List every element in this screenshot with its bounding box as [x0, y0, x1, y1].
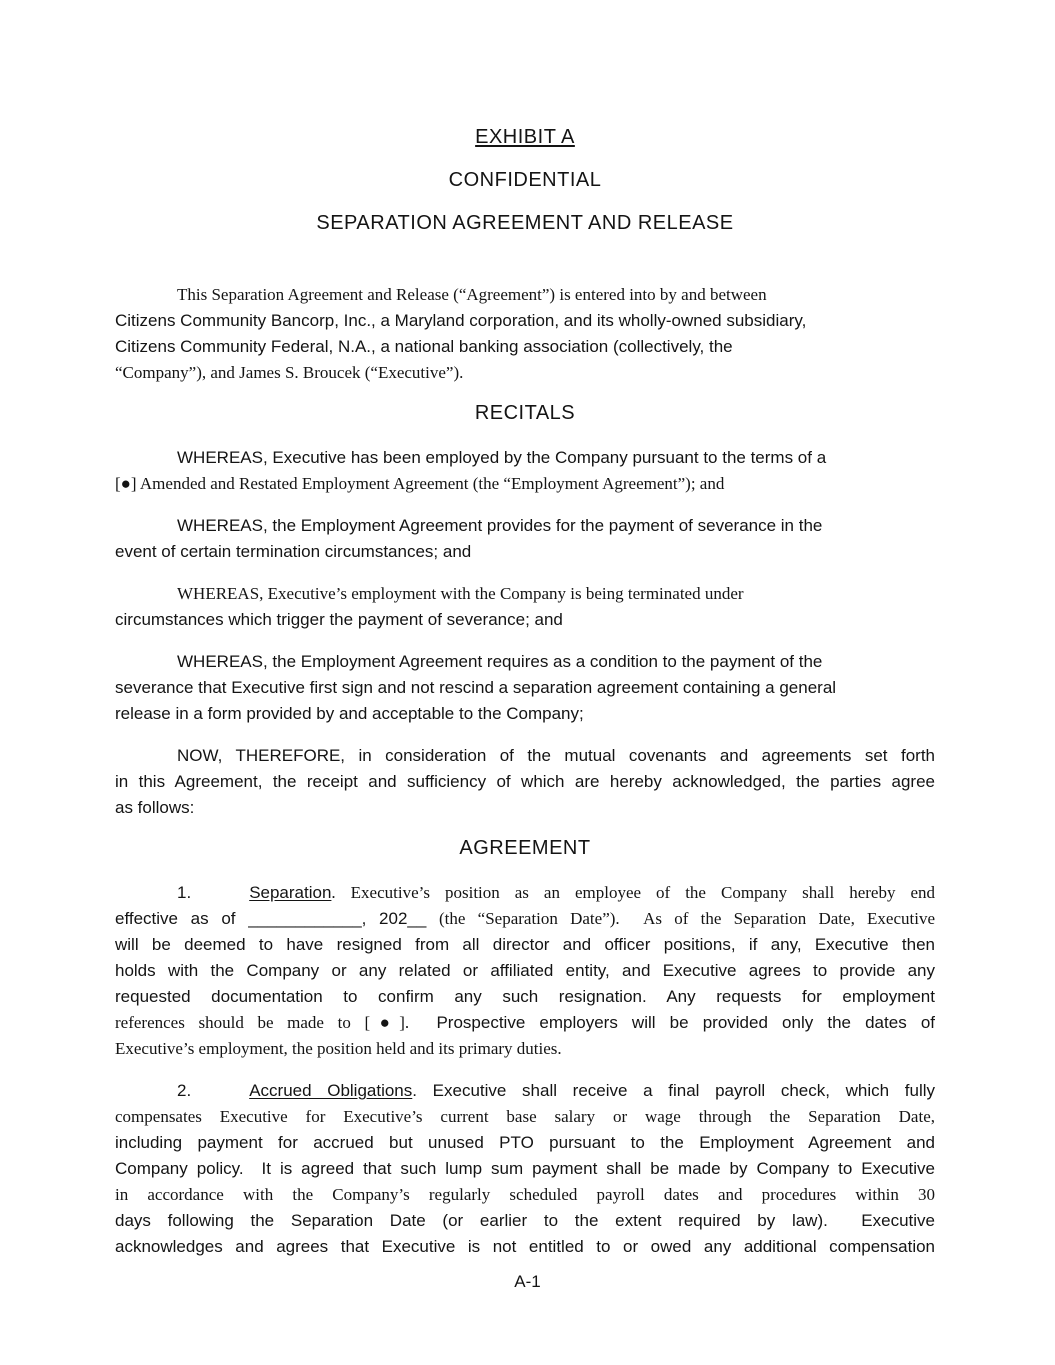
doc-line: [115, 795, 935, 821]
doc-line: [115, 769, 935, 795]
text-segment: (the “Separation Date”). As of the Separation Date, Executive: [439, 909, 935, 928]
doc-line: [115, 1104, 935, 1130]
doc-line: [115, 471, 935, 497]
doc-line: [115, 958, 935, 984]
heading-text: AGREEMENT: [459, 837, 591, 859]
confidential-title: [115, 169, 935, 191]
document-content: [115, 126, 935, 1276]
text-segment: including payment for accrued but unused PTO pursuant to the Employment Agreement and: [115, 1133, 935, 1152]
text-segment: in this Agreement, the receipt and sufficiency of which are hereby acknowledged, the parties agree: [115, 772, 935, 791]
heading-text: CONFIDENTIAL: [448, 169, 602, 191]
doc-line: [115, 880, 935, 906]
doc-line: [115, 1010, 935, 1036]
text-segment: WHEREAS, Executive has been employed by the Company pursuant to the terms of a: [177, 448, 827, 467]
section-1-separation: [115, 880, 935, 1062]
text-segment: WHEREAS, the Employment Agreement provides for the payment of severance in the: [177, 516, 823, 535]
text-segment: references should be made to [●].: [115, 1013, 437, 1032]
doc-line: [115, 743, 935, 769]
text-segment: Executive’s employment, the position held and its primary duties.: [115, 1039, 562, 1058]
heading-text: RECITALS: [474, 402, 576, 424]
text-segment: requested documentation to confirm any such resignation. Any requests for employment: [115, 987, 935, 1006]
text-segment: [●] Amended and Restated Employment Agreement (the “Employment Agreement”); and: [115, 474, 725, 493]
doc-line: [115, 1234, 935, 1260]
exhibit-title: [115, 126, 935, 148]
doc-line: [115, 513, 935, 539]
text-segment: Citizens Community Federal, N.A., a national banking association (collectively, the: [115, 337, 733, 356]
text-segment: ____________, 202__: [248, 909, 440, 928]
text-segment: 1.: [177, 883, 192, 902]
page-number: A-1: [514, 1272, 541, 1291]
text-segment: Prospective employers will be provided only the dates of: [436, 1013, 935, 1032]
text-segment: compensates Executive for Executive’s current base salary or wage through the Separation Date,: [115, 1107, 935, 1126]
doc-line: [115, 360, 935, 386]
section-2-accrued-obligations: [115, 1078, 935, 1260]
doc-line: [115, 445, 935, 471]
recital-2: [115, 513, 935, 565]
text-segment: holds with the Company or any related or affiliated entity, and Executive agrees to provide any: [115, 961, 935, 980]
text-segment: This Separation Agreement and Release (“Agreement”) is entered into by and between: [177, 285, 767, 304]
text-segment: 2.: [177, 1081, 192, 1100]
text-segment: will be deemed to have resigned from all director and officer positions, if any, Executive then: [115, 935, 935, 954]
document-title: [115, 212, 935, 234]
text-segment: Citizens Community Bancorp, Inc., a Maryland corporation, and its wholly-owned subsidiary,: [115, 311, 807, 330]
heading-text: EXHIBIT A: [475, 126, 575, 148]
text-segment: circumstances which trigger the payment of severance; and: [115, 610, 563, 629]
doc-line: [115, 607, 935, 633]
text-segment: in accordance with the Company’s regularly scheduled payroll dates and procedures within 30: [115, 1185, 935, 1204]
doc-line: [115, 984, 935, 1010]
text-segment: . Executive shall receive a final payroll check, which fully: [412, 1081, 936, 1100]
doc-line: [115, 906, 935, 932]
text-segment: “Company”), and James S. Broucek (“Executive”).: [115, 363, 464, 382]
doc-line: [115, 932, 935, 958]
underlined-section-heading: Accrued Obligations: [249, 1081, 413, 1100]
underlined-section-heading: Separation: [249, 883, 332, 902]
doc-line: [115, 539, 935, 565]
doc-line: [115, 1156, 935, 1182]
doc-line: [115, 282, 935, 308]
text-segment: days following the Separation Date (or earlier to the extent required by law). Executive: [115, 1211, 935, 1230]
doc-line: [115, 581, 935, 607]
text-segment: as follows:: [115, 798, 195, 817]
doc-line: [115, 1130, 935, 1156]
recital-1: [115, 445, 935, 497]
text-segment: WHEREAS, Executive’s employment with the Company is being terminated under: [177, 584, 744, 603]
recital-3: [115, 581, 935, 633]
text-segment: severance that Executive first sign and not rescind a separation agreement containing a general: [115, 678, 837, 697]
doc-line: [115, 649, 935, 675]
agreement-heading: [115, 837, 935, 859]
doc-line: [115, 1208, 935, 1234]
now-therefore-paragraph: [115, 743, 935, 821]
recital-4: [115, 649, 935, 727]
intro-paragraph: [115, 282, 935, 386]
doc-line: [115, 675, 935, 701]
text-segment: effective as of: [115, 909, 249, 928]
doc-line: [115, 1182, 935, 1208]
text-segment: acknowledges and agrees that Executive is not entitled to or owed any additional compensation: [115, 1237, 935, 1256]
text-segment: release in a form provided by and acceptable to the Company;: [115, 704, 584, 723]
doc-line: [115, 308, 935, 334]
text-segment: Company policy. It is agreed that such lump sum payment shall be made by Company to Executive: [115, 1159, 935, 1178]
text-segment: . Executive’s position as an employee of the Company shall hereby end: [331, 883, 935, 902]
heading-text: SEPARATION AGREEMENT AND RELEASE: [316, 212, 734, 234]
doc-line: [115, 334, 935, 360]
doc-line: [115, 1078, 935, 1104]
recitals-heading: [115, 402, 935, 424]
text-segment: event of certain termination circumstances; and: [115, 542, 472, 561]
doc-line: [115, 1036, 935, 1062]
text-segment: NOW, THEREFORE, in consideration of the mutual covenants and agreements set forth: [177, 746, 935, 765]
text-segment: WHEREAS, the Employment Agreement requires as a condition to the payment of the: [177, 652, 823, 671]
doc-line: [115, 701, 935, 727]
